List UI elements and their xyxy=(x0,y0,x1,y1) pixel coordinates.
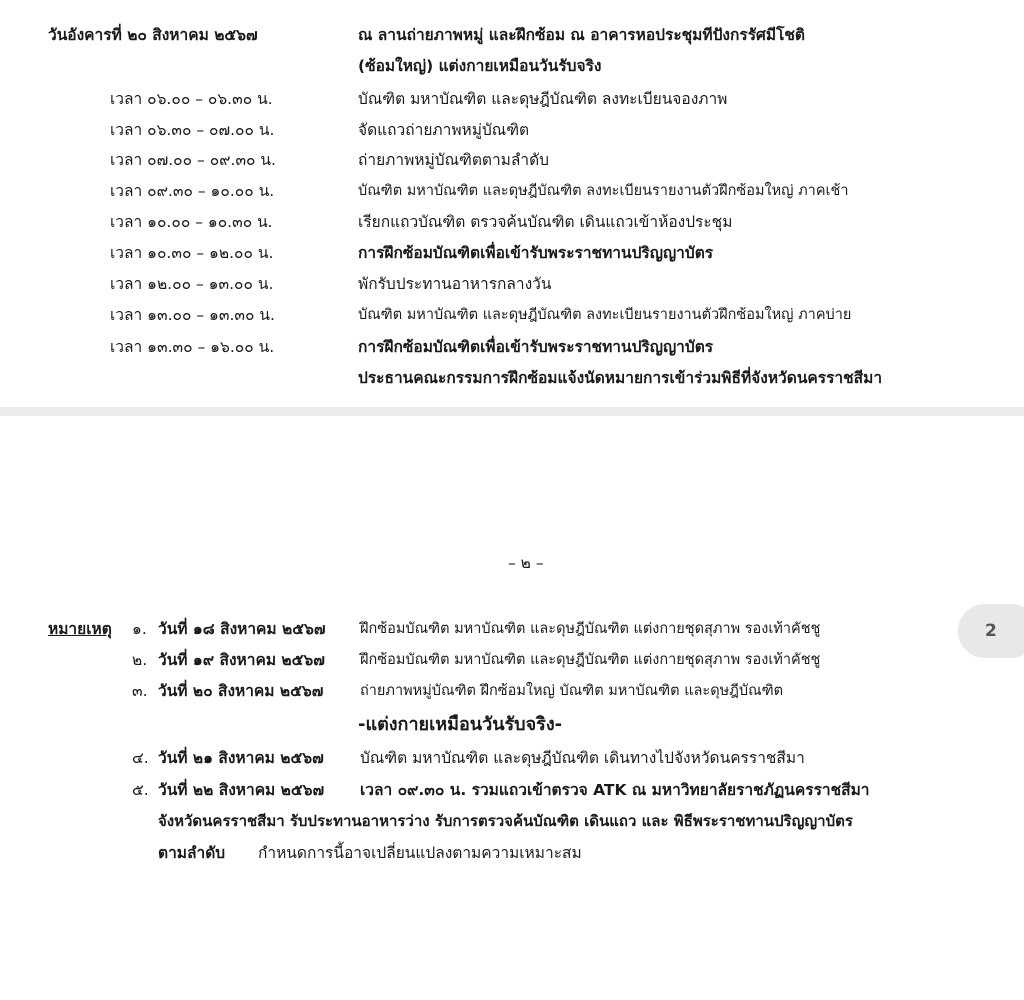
schedule-time: เวลา ๑๒.๐๐ – ๑๓.๐๐ น. xyxy=(110,275,274,293)
remark-text: บัณฑิต มหาบัณฑิต และดุษฎีบัณฑิต เดินทางไปจังหวัดนครราชสีมา xyxy=(360,749,805,767)
remark-number: ๓. xyxy=(132,682,148,700)
schedule-location-line-2: (ซ้อมใหญ่) แต่งกายเหมือนวันรับจริง xyxy=(358,57,602,75)
schedule-activity: การฝึกซ้อมบัณฑิตเพื่อเข้ารับพระราชทานปริญญาบัตร xyxy=(358,338,714,356)
schedule-time: เวลา ๐๖.๓๐ – ๐๗.๐๐ น. xyxy=(110,121,275,139)
schedule-time: เวลา ๑๐.๓๐ – ๑๒.๐๐ น. xyxy=(110,244,274,262)
schedule-time: เวลา ๐๖.๐๐ – ๐๖.๓๐ น. xyxy=(110,90,273,108)
schedule-time: เวลา ๐๙.๓๐ – ๑๐.๐๐ น. xyxy=(110,182,275,200)
remark-number: ๔. xyxy=(132,749,149,767)
remark-number: ๑. xyxy=(132,620,147,638)
remark-date: วันที่ ๑๘ สิงหาคม ๒๕๖๗ xyxy=(158,620,326,638)
schedule-activity: บัณฑิต มหาบัณฑิต และดุษฎีบัณฑิต ลงทะเบียนรายงานตัวฝึกซ้อมใหญ่ ภาคเช้า xyxy=(358,183,849,199)
schedule-time: เวลา ๑๓.๓๐ – ๑๖.๐๐ น. xyxy=(110,338,275,356)
remark-date: วันที่ ๒๐ สิงหาคม ๒๕๖๗ xyxy=(158,682,324,700)
page-separator xyxy=(0,407,1024,416)
page-number: – ๒ – xyxy=(508,554,544,572)
remark-date: วันที่ ๒๒ สิงหาคม ๒๕๖๗ xyxy=(158,781,325,799)
remark-number: ๒. xyxy=(132,651,148,669)
schedule-activity: บัณฑิต มหาบัณฑิต และดุษฎีบัณฑิต ลงทะเบียนรายงานตัวฝึกซ้อมใหญ่ ภาคบ่าย xyxy=(358,307,852,323)
remark-5-continued: จังหวัดนครราชสีมา รับประทานอาหารว่าง รับการตรวจค้นบัณฑิต เดินแถว และ พิธีพระราชทานปริญญาบัตร xyxy=(158,812,853,830)
remark-text: ฝึกซ้อมบัณฑิต มหาบัณฑิต และดุษฎีบัณฑิต แต่งกายชุดสุภาพ รองเท้าคัชชู xyxy=(360,652,821,668)
remark-date: วันที่ ๒๑ สิงหาคม ๒๕๖๗ xyxy=(158,749,324,767)
schedule-time: เวลา ๑๓.๐๐ – ๑๓.๓๐ น. xyxy=(110,306,275,324)
schedule-activity: จัดแถวถ่ายภาพหมู่บัณฑิต xyxy=(358,121,530,139)
schedule-activity: พักรับประทานอาหารกลางวัน xyxy=(358,275,552,293)
remark-5-order: ตามลำดับ xyxy=(158,844,226,862)
remark-number: ๕. xyxy=(132,781,149,799)
remark-date: วันที่ ๑๙ สิงหาคม ๒๕๖๗ xyxy=(158,651,325,669)
remark-text: เวลา ๐๙.๓๐ น. รวมแถวเข้าตรวจ ATK ณ มหาวิทยาลัยราชภัฏนครราชสีมา xyxy=(360,781,870,799)
closing-note: ประธานคณะกรรมการฝึกซ้อมแจ้งนัดหมายการเข้าร่วมพิธีที่จังหวัดนครราชสีมา xyxy=(358,369,883,387)
dress-note: -แต่งกายเหมือนวันรับจริง- xyxy=(358,714,563,735)
remark-text: ถ่ายภาพหมู่บัณฑิต ฝึกซ้อมใหญ่ บัณฑิต มหาบัณฑิต และดุษฎีบัณฑิต xyxy=(360,683,784,699)
schedule-change-note: กำหนดการนี้อาจเปลี่ยนแปลงตามความเหมาะสม xyxy=(258,844,582,862)
schedule-date-heading: วันอังคารที่ ๒๐ สิงหาคม ๒๕๖๗ xyxy=(48,26,258,44)
remarks-label: หมายเหตุ xyxy=(48,620,112,638)
schedule-activity: เรียกแถวบัณฑิต ตรวจค้นบัณฑิต เดินแถวเข้าห้องประชุม xyxy=(358,213,733,231)
remark-text: ฝึกซ้อมบัณฑิต มหาบัณฑิต และดุษฎีบัณฑิต แต่งกายชุดสุภาพ รองเท้าคัชชู xyxy=(360,621,821,637)
schedule-time: เวลา ๑๐.๐๐ – ๑๐.๓๐ น. xyxy=(110,213,273,231)
schedule-activity: การฝึกซ้อมบัณฑิตเพื่อเข้ารับพระราชทานปริญญาบัตร xyxy=(358,244,714,262)
schedule-activity: ถ่ายภาพหมู่บัณฑิตตามลำดับ xyxy=(358,151,549,169)
schedule-location-line-1: ณ ลานถ่ายภาพหมู่ และฝึกซ้อม ณ อาคารหอประชุมทีปังกรรัศมีโชติ xyxy=(358,26,806,44)
schedule-time: เวลา ๐๗.๐๐ – ๐๙.๓๐ น. xyxy=(110,151,276,169)
page-badge[interactable]: 2 xyxy=(958,604,1024,658)
schedule-activity: บัณฑิต มหาบัณฑิต และดุษฎีบัณฑิต ลงทะเบียนจองภาพ xyxy=(358,90,728,108)
